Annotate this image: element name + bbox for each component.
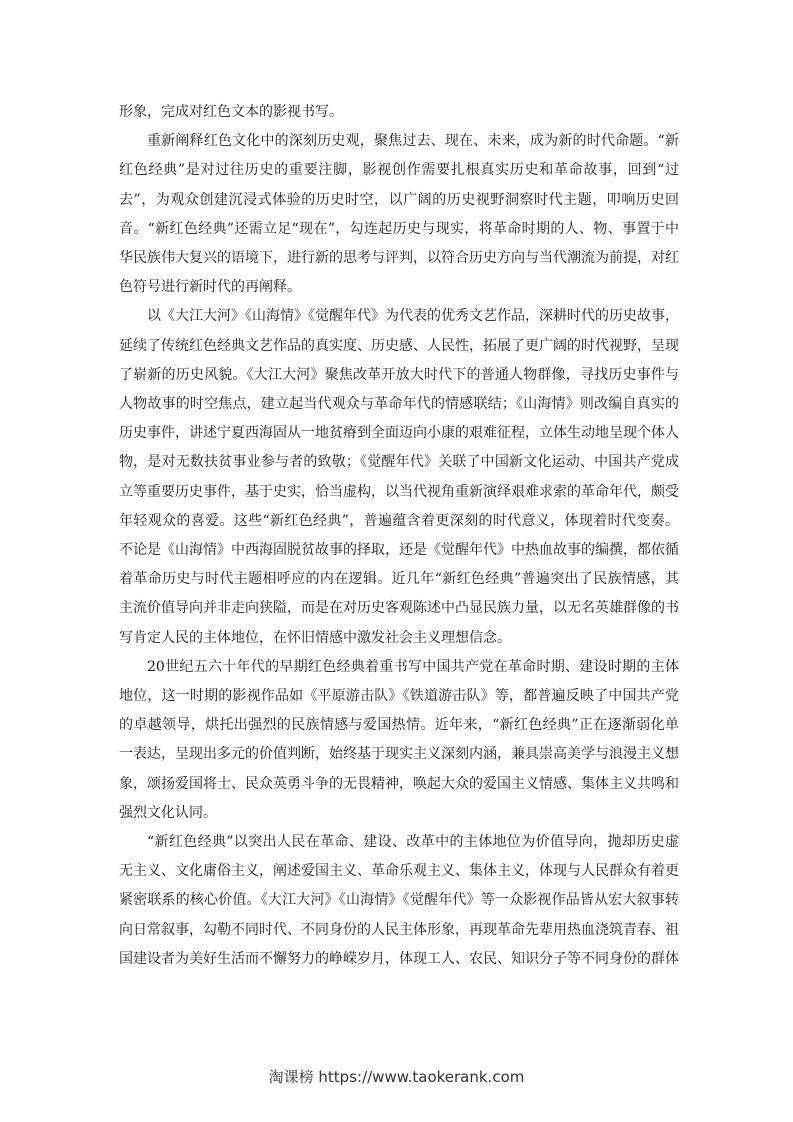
document-body (119, 98, 679, 974)
footer-watermark: 淘课榜 https://www.taokerank.com (268, 1068, 525, 1086)
paragraph-1: 形象，完成对红色文本的影视书写。 (119, 104, 343, 120)
paragraph-4: 20世纪五六十年代的早期红色经典着重书写中国共产党在革命时期、建设时期的主体地位，这一时期的影视作品如《平原游击队》《铁道游击队》等，都普遍反映了中国共产党的卓越领导，烘托出强烈的民族情感与爱国热情。近年来，“新红色经典”正在逐渐弱化单一表达，呈现出多元的价值判断，始终基于现实主义深刻内涵，兼具崇高美学与浪漫主义想象，颂扬爱国将士、民众英勇斗争的无畏精神，唤起大众的爱国主义情感、集体主义共鸣和强烈文化认同。 (119, 658, 679, 821)
paragraph-2: 重新阐释红色文化中的深刻历史观，聚焦过去、现在、未来，成为新的时代命题。“新红色经典”是对过往历史的重要注脚，影视创作需要扎根真实历史和革命故事，回到“过去”，为观众创建沉浸式体验的历史时空，以广阔的历史视野洞察时代主题，叩响历史回音。“新红色经典”还需立足“现在”，勾连起历史与现实，将革命时期的人、物、事置于中华民族伟大复兴的语境下，进行新的思考与评判，以符合历史方向与当代潮流为前提，对红色符号进行新时代的再阐释。 (119, 133, 679, 296)
paragraph-3: 以《大江大河》《山海情》《觉醒年代》为代表的优秀文艺作品，深耕时代的历史故事，延续了传统红色经典文艺作品的真实度、历史感、人民性，拓展了更广阔的时代视野，呈现了崭新的历史风貌。《大江大河》聚焦改革开放大时代下的普通人物群像，寻找历史事件与人物故事的时空焦点，建立起当代观众与革命年代的情感联结；《山海情》则改编自真实的历史事件，讲述宁夏西海固从一地贫瘠到全面迈向小康的艰难征程，立体生动地呈现个体人物，是对无数扶贫事业参与者的致敬；《觉醒年代》关联了中国新文化运动、中国共产党成立等重要历史事件，基于史实，恰当虚构，以当代视角重新演绎艰难求索的革命年代，颇受年轻观众的喜爱。这些“新红色经典”，普遍蕴含着更深刻的时代意义，体现着时代变奏。不论是《山海情》中西海固脱贫故事的择取，还是《觉醒年代》中热血故事的编撰，都依循着革命历史与时代主题相呼应的内在逻辑。近几年“新红色经典”普遍突出了民族情感，其主流价值导向并非走向狭隘，而是在对历史客观陈述中凸显民族力量，以无名英雄群像的书写肯定人民的主体地位，在怀旧情感中激发社会主义理想信念。 (119, 308, 679, 646)
paragraph-5: “新红色经典”以突出人民在革命、建设、改革中的主体地位为价值导向，抛却历史虚无主义、文化庸俗主义，阐述爱国主义、革命乐观主义、集体主义，体现与人民群众有着更紧密联系的核心价值。《大江大河》《山海情》《觉醒年代》等一众影视作品皆从宏大叙事转向日常叙事，勾勒不同时代、不同身份的人民主体形象，再现革命先辈用热血浇筑青春、祖国建设者为美好生活而不懈努力的峥嵘岁月，体现工人、农民、知识分子等不同身份的群体 (119, 834, 679, 967)
